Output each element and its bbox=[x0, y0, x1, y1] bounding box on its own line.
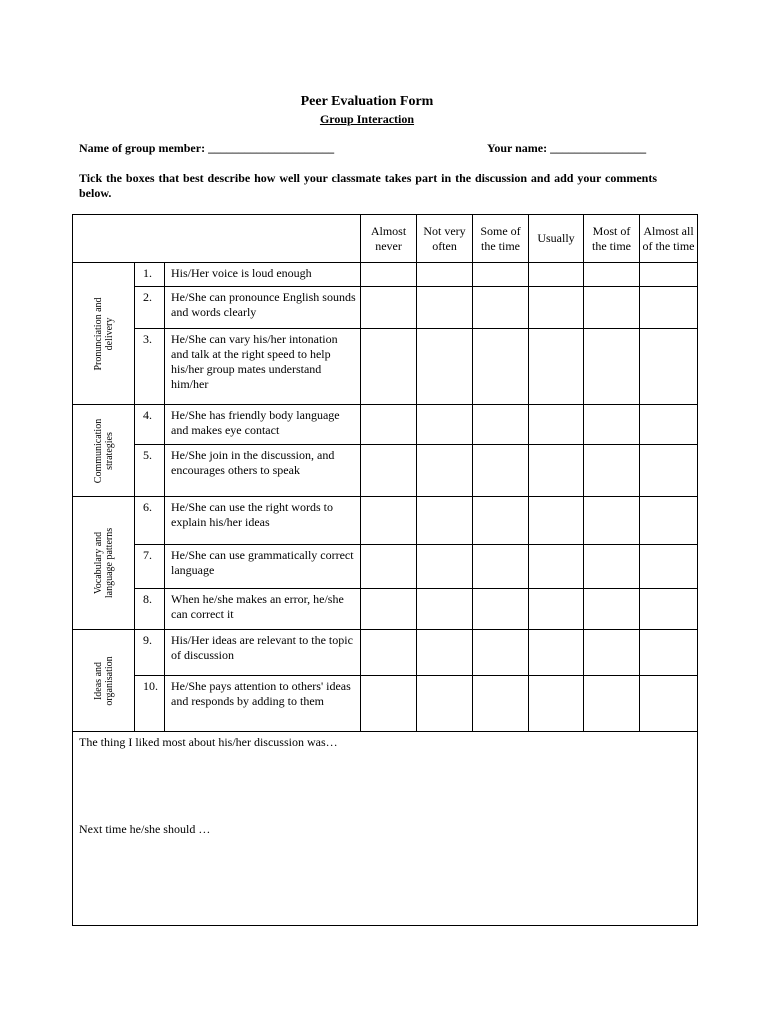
tick-box[interactable] bbox=[417, 589, 473, 630]
criteria-number: 4. bbox=[135, 405, 165, 445]
criteria-number: 3. bbox=[135, 329, 165, 405]
criteria-row bbox=[73, 545, 698, 589]
tick-box[interactable] bbox=[473, 497, 529, 545]
evaluation-table bbox=[72, 214, 698, 926]
tick-box[interactable] bbox=[417, 263, 473, 287]
next-time-prompt: Next time he/she should … bbox=[79, 822, 211, 836]
comments-row bbox=[73, 732, 698, 926]
tick-box[interactable] bbox=[529, 497, 584, 545]
tick-box[interactable] bbox=[473, 445, 529, 497]
tick-box[interactable] bbox=[473, 329, 529, 405]
tick-box[interactable] bbox=[473, 589, 529, 630]
tick-box[interactable] bbox=[584, 287, 640, 329]
tick-box[interactable] bbox=[529, 589, 584, 630]
criteria-row bbox=[73, 405, 698, 445]
tick-box[interactable] bbox=[473, 263, 529, 287]
column-header: Most of the time bbox=[584, 215, 640, 263]
tick-box[interactable] bbox=[361, 589, 417, 630]
tick-box[interactable] bbox=[529, 545, 584, 589]
tick-box[interactable] bbox=[361, 445, 417, 497]
tick-box[interactable] bbox=[584, 329, 640, 405]
criteria-row bbox=[73, 329, 698, 405]
tick-box[interactable] bbox=[640, 630, 698, 676]
tick-box[interactable] bbox=[529, 263, 584, 287]
tick-box[interactable] bbox=[529, 630, 584, 676]
liked-most-prompt: The thing I liked most about his/her discussion was… bbox=[79, 735, 338, 749]
category-label bbox=[73, 263, 135, 405]
group-member-name-field[interactable]: Name of group member: _____________________ bbox=[79, 141, 335, 155]
tick-box[interactable] bbox=[473, 676, 529, 732]
criteria-row bbox=[73, 287, 698, 329]
instructions: Tick the boxes that best describe how well your classmate takes part in the discussion and add your comments below. bbox=[79, 171, 657, 200]
criteria-statement: He/She pays attention to others' ideas and responds by adding to them bbox=[165, 676, 361, 732]
tick-box[interactable] bbox=[584, 676, 640, 732]
criteria-statement: He/She can vary his/her intonation and talk at the right speed to help his/her group mates understand him/her bbox=[165, 329, 361, 405]
tick-box[interactable] bbox=[640, 263, 698, 287]
tick-box[interactable] bbox=[640, 445, 698, 497]
tick-box[interactable] bbox=[529, 287, 584, 329]
tick-box[interactable] bbox=[361, 545, 417, 589]
header-blank-cell bbox=[73, 215, 361, 263]
criteria-number: 2. bbox=[135, 287, 165, 329]
criteria-row bbox=[73, 630, 698, 676]
category-label-text: Vocabulary and language patterns bbox=[92, 527, 115, 599]
tick-box[interactable] bbox=[417, 405, 473, 445]
category-label-text: Pronunciation and delivery bbox=[92, 296, 115, 371]
criteria-number: 9. bbox=[135, 630, 165, 676]
tick-box[interactable] bbox=[361, 287, 417, 329]
tick-box[interactable] bbox=[640, 287, 698, 329]
tick-box[interactable] bbox=[640, 405, 698, 445]
tick-box[interactable] bbox=[361, 405, 417, 445]
category-label bbox=[73, 630, 135, 732]
criteria-number: 1. bbox=[135, 263, 165, 287]
tick-box[interactable] bbox=[584, 263, 640, 287]
tick-box[interactable] bbox=[473, 545, 529, 589]
tick-box[interactable] bbox=[529, 329, 584, 405]
tick-box[interactable] bbox=[640, 545, 698, 589]
tick-box[interactable] bbox=[473, 630, 529, 676]
tick-box[interactable] bbox=[640, 676, 698, 732]
tick-box[interactable] bbox=[361, 263, 417, 287]
column-header: Not very often bbox=[417, 215, 473, 263]
tick-box[interactable] bbox=[361, 630, 417, 676]
tick-box[interactable] bbox=[529, 676, 584, 732]
column-header: Almost all of the time bbox=[640, 215, 698, 263]
tick-box[interactable] bbox=[584, 497, 640, 545]
criteria-number: 10. bbox=[135, 676, 165, 732]
criteria-number: 5. bbox=[135, 445, 165, 497]
criteria-row bbox=[73, 497, 698, 545]
tick-box[interactable] bbox=[417, 676, 473, 732]
tick-box[interactable] bbox=[640, 589, 698, 630]
column-header: Almost never bbox=[361, 215, 417, 263]
category-label-text: Communication strategies bbox=[92, 418, 115, 483]
tick-box[interactable] bbox=[584, 545, 640, 589]
tick-box[interactable] bbox=[529, 405, 584, 445]
criteria-statement: His/Her ideas are relevant to the topic of discussion bbox=[165, 630, 361, 676]
tick-box[interactable] bbox=[417, 445, 473, 497]
form-subtitle: Group Interaction bbox=[319, 112, 415, 126]
criteria-statement: He/She can use grammatically correct language bbox=[165, 545, 361, 589]
criteria-row bbox=[73, 589, 698, 630]
tick-box[interactable] bbox=[417, 545, 473, 589]
criteria-statement: He/She join in the discussion, and encourages others to speak bbox=[165, 445, 361, 497]
criteria-number: 6. bbox=[135, 497, 165, 545]
tick-box[interactable] bbox=[584, 630, 640, 676]
tick-box[interactable] bbox=[584, 405, 640, 445]
category-label bbox=[73, 405, 135, 497]
criteria-statement: He/She can use the right words to explain his/her ideas bbox=[165, 497, 361, 545]
criteria-statement: His/Her voice is loud enough bbox=[165, 263, 361, 287]
category-label bbox=[73, 497, 135, 630]
tick-box[interactable] bbox=[640, 329, 698, 405]
tick-box[interactable] bbox=[417, 287, 473, 329]
tick-box[interactable] bbox=[640, 497, 698, 545]
criteria-number: 8. bbox=[135, 589, 165, 630]
criteria-statement: He/She has friendly body language and makes eye contact bbox=[165, 405, 361, 445]
tick-box[interactable] bbox=[417, 630, 473, 676]
criteria-row bbox=[73, 263, 698, 287]
comments-area[interactable] bbox=[73, 732, 698, 926]
column-header: Usually bbox=[529, 215, 584, 263]
criteria-number: 7. bbox=[135, 545, 165, 589]
your-name-field[interactable]: Your name: ________________ bbox=[487, 141, 647, 155]
criteria-row bbox=[73, 676, 698, 732]
column-header: Some of the time bbox=[473, 215, 529, 263]
category-label-text: Ideas and organisation bbox=[92, 655, 115, 706]
tick-box[interactable] bbox=[584, 445, 640, 497]
tick-box[interactable] bbox=[417, 497, 473, 545]
criteria-statement: He/She can pronounce English sounds and words clearly bbox=[165, 287, 361, 329]
tick-box[interactable] bbox=[584, 589, 640, 630]
tick-box[interactable] bbox=[361, 497, 417, 545]
tick-box[interactable] bbox=[473, 405, 529, 445]
criteria-statement: When he/she makes an error, he/she can correct it bbox=[165, 589, 361, 630]
tick-box[interactable] bbox=[529, 445, 584, 497]
tick-box[interactable] bbox=[473, 287, 529, 329]
header-row bbox=[73, 215, 698, 263]
form-title: Peer Evaluation Form bbox=[300, 94, 434, 109]
tick-box[interactable] bbox=[417, 329, 473, 405]
tick-box[interactable] bbox=[361, 329, 417, 405]
criteria-row bbox=[73, 445, 698, 497]
tick-box[interactable] bbox=[361, 676, 417, 732]
